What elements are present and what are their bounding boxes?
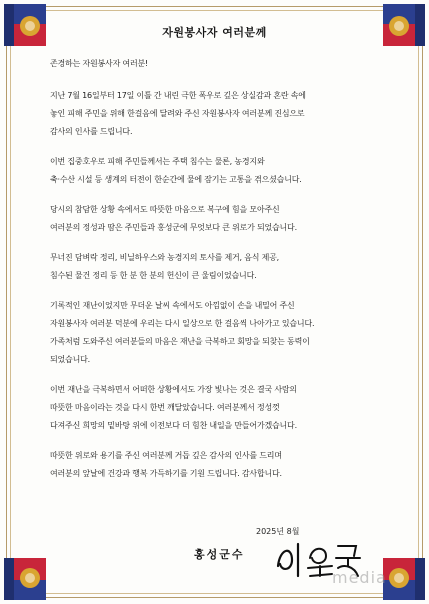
greeting: 존경하는 자원봉사자 여러분! bbox=[50, 59, 149, 68]
letter-body bbox=[50, 55, 385, 495]
corner-ornament-bottom-right bbox=[383, 558, 425, 600]
sender-title: 홍성군수 bbox=[194, 548, 245, 561]
ornament-icon bbox=[4, 558, 46, 600]
paragraph-4: 무너진 담벼락 정리, 비닐하우스와 농경지의 토사를 제거, 음식 제공, 침수된 물건 정리 등 한 분 한 분의 헌신이 큰 울림이었습니다. bbox=[50, 253, 280, 280]
paragraph-1: 지난 7월 16일부터 17일 이틀 간 내린 극한 폭우로 깊은 상실감과 혼란 속에 놓인 피해 주민을 위해 한걸음에 달려와 주신 자원봉사자 여러분께 진심으로 감사의 인사를 드립니다. bbox=[50, 91, 306, 136]
paragraph-5: 기록적인 재난이었지만 무더운 날씨 속에서도 아낌없이 손을 내밀어 주신 자원봉사자 여러분 덕분에 우리는 다시 일상으로 한 걸음씩 나아가고 있습니다. 가족처럼 도와주신 여러분들의 마음은 재난을 극복하고 회망을 되찾는 동력이 되었습니다. bbox=[50, 301, 315, 364]
letter-date: 2025년 8월 bbox=[256, 527, 300, 536]
paragraph-2: 이번 집중호우로 피해 주민들께서는 주택 침수는 물론, 농경지와 축·수산 시설 등 생계의 터전이 한순간에 물에 잠기는 고통을 겪으셨습니다. bbox=[50, 157, 302, 184]
letter-title: 자원봉사자 여러분께 bbox=[162, 26, 267, 39]
watermark-logo: media bbox=[332, 568, 387, 587]
ornament-icon bbox=[383, 558, 425, 600]
corner-ornament-bottom-left bbox=[4, 558, 46, 600]
paragraph-6: 이번 재난을 극복하면서 어떠한 상황에서도 가장 빛나는 것은 결국 사람의 따뜻한 마음이라는 것을 다시 한번 깨달았습니다. 여러분께서 정성껏 다져주신 희망의 밑바탕 위에 이전보다 더 힘찬 내일을 만들어가겠습니다. bbox=[50, 385, 297, 430]
paragraph-3: 당시의 참담한 상황 속에서도 따뜻한 마음으로 복구에 힘을 모아주신 여러분의 정성과 땀은 주민들과 홍성군에 무엇보다 큰 위로가 되었습니다. bbox=[50, 205, 297, 232]
paragraph-7: 따뜻한 위로와 용기를 주신 여러분께 거듭 깊은 감사의 인사를 드리며 여러분의 앞날에 건강과 행복 가득하기를 기원 드립니다. 감사합니다. bbox=[50, 451, 282, 478]
